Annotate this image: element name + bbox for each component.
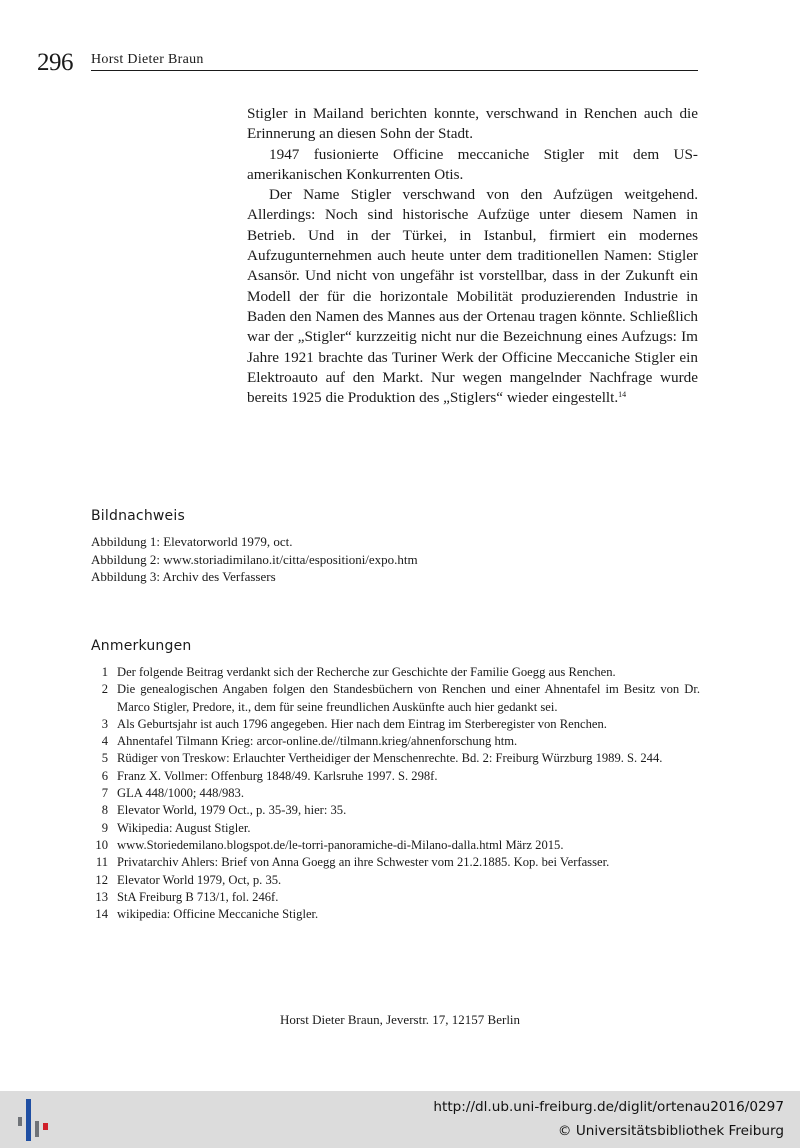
- note-item: [88, 802, 700, 819]
- note-text: Die genealogischen Angaben folgen den Standesbüchern von Renchen und einer Ahnentafel im Besitz von Dr. Marco Stigler, Predore, it., dem für seine freundlichen Auskünfte auch hier gedankt sei.: [117, 682, 700, 714]
- note-text: Franz X. Vollmer: Offenburg 1848/49. Karlsruhe 1997. S. 298f.: [117, 768, 438, 783]
- credit-item: Abbildung 3: Archiv des Verfassers: [91, 569, 276, 584]
- credit-item: Abbildung 2: www.storiadimilano.it/citta/espositioni/expo.htm: [91, 551, 418, 567]
- note-number: 4: [101, 734, 108, 749]
- body-paragraph: 1947 fusionierte Officine meccaniche Stigler mit dem US-amerikanischen Konkurrenten Otis.: [247, 145, 698, 183]
- note-item: [88, 889, 700, 906]
- notes-list: [88, 664, 700, 923]
- note-number: 8: [101, 803, 108, 818]
- note-text: Elevator World, 1979 Oct., p. 35-39, hier: 35.: [117, 803, 347, 818]
- credits-list: [91, 533, 418, 586]
- footnote-reference[interactable]: 14: [618, 390, 627, 400]
- body-paragraph: [247, 185, 698, 408]
- note-text: Rüdiger von Treskow: Erlauchter Vertheidiger der Menschenrechte. Bd. 2: Freiburg Würzburg 1989. S. 244.: [117, 751, 663, 766]
- note-item: [88, 785, 700, 802]
- note-text: Der folgende Beitrag verdankt sich der Recherche zur Geschichte der Familie Goegg aus Renchen.: [117, 665, 616, 679]
- note-text: www.Storiedemilano.blogspot.de/le-torri-panoramiche-di-Milano-dalla.html März 2015.: [117, 837, 564, 852]
- note-text: Als Geburtsjahr ist auch 1796 angegeben. Hier nach dem Eintrag im Sterberegister von Renchen.: [117, 716, 607, 731]
- note-number: 7: [101, 786, 108, 801]
- note-text: GLA 448/1000; 448/983.: [117, 786, 244, 801]
- footer-url-link[interactable]: http://dl.ub.uni-freiburg.de/diglit/ortenau2016/0297: [433, 1099, 784, 1115]
- note-number: 2: [101, 682, 108, 697]
- note-text: Elevator World 1979, Oct, p. 35.: [117, 872, 282, 887]
- note-number: 5: [101, 751, 108, 766]
- body-text: [247, 104, 698, 408]
- note-number: 9: [101, 820, 108, 835]
- credit-item: Abbildung 1: Elevatorworld 1979, oct.: [91, 534, 293, 549]
- note-item: [88, 716, 700, 733]
- body-paragraph: Stigler in Mailand berichten konnte, verschwand in Renchen auch die Erinnerung an diesen Sohn der Stadt.: [247, 105, 698, 143]
- logo-bar-blue: [26, 1099, 31, 1141]
- logo-bar-gray-left: [18, 1117, 22, 1126]
- notes-heading: Anmerkungen: [91, 638, 192, 654]
- note-item: [88, 872, 700, 889]
- note-item: [88, 750, 700, 767]
- note-text: Privatarchiv Ahlers: Brief von Anna Goegg an ihre Schwester vom 21.2.1885. Kop. bei Verfasser.: [117, 855, 610, 870]
- note-text: wikipedia: Officine Meccaniche Stigler.: [117, 907, 319, 922]
- note-item: [88, 768, 700, 785]
- note-text: StA Freiburg B 713/1, fol. 246f.: [117, 889, 279, 904]
- note-text: Wikipedia: August Stigler.: [117, 820, 251, 835]
- note-number: 11: [95, 855, 108, 870]
- logo-bar-red: [43, 1123, 48, 1130]
- note-item: [88, 820, 700, 837]
- note-item: [88, 906, 700, 923]
- note-number: 1: [101, 665, 108, 679]
- note-number: 13: [95, 889, 108, 904]
- logo-bar-gray-right: [35, 1121, 39, 1137]
- note-number: 10: [95, 837, 108, 852]
- note-item: [88, 733, 700, 750]
- note-number: 14: [95, 907, 108, 922]
- body-paragraph-text: Der Name Stigler verschwand von den Aufzügen weitgehend. Allerdings: Noch sind historische Aufzüge unter diesem Namen in Betrieb. Und in der Türkei, in Istanbul, firmiert ein modernes Aufzugunternehmen auch heute unter dem traditionellen Namen: Stigler Asansör. Und nicht von ungefähr ist vorstellbar, dass in der Zukunft ein Modell der für die horizontale Mobilität produzierenden Industrie in Baden den Namen des Mannes aus der Ortenau tragen könnte. Schließlich war der „Stigler“ kurzzeitig nicht nur die Bezeichnung eines Aufzugs: Im Jahre 1921 brachte das Turiner Werk der Officine Meccaniche Stigler ein Elektroauto auf den Markt. Nur wegen mangelnder Nachfrage wurde bereits 1925 die Produktion des „Stiglers“ wieder eingestellt.: [247, 186, 698, 407]
- running-header-author: Horst Dieter Braun: [91, 52, 204, 67]
- note-item: [88, 681, 700, 716]
- library-logo-icon[interactable]: [18, 1099, 48, 1141]
- footer-bar: [0, 1091, 800, 1148]
- note-number: 12: [95, 872, 108, 887]
- note-number: 3: [101, 716, 108, 731]
- author-address: Horst Dieter Braun, Jeverstr. 17, 12157 Berlin: [279, 1012, 521, 1027]
- note-text: Ahnentafel Tilmann Krieg: arcor-online.de//tilmann.krieg/ahnenforschung htm.: [117, 734, 518, 749]
- note-item: [88, 664, 700, 681]
- note-item: [88, 854, 700, 871]
- page-number: 296: [37, 49, 73, 76]
- footer-copyright: © Universitätsbibliothek Freiburg: [557, 1123, 784, 1139]
- credits-heading: Bildnachweis: [91, 508, 185, 524]
- note-number: 6: [101, 768, 108, 783]
- header-rule: [91, 70, 698, 71]
- note-item: [88, 837, 700, 854]
